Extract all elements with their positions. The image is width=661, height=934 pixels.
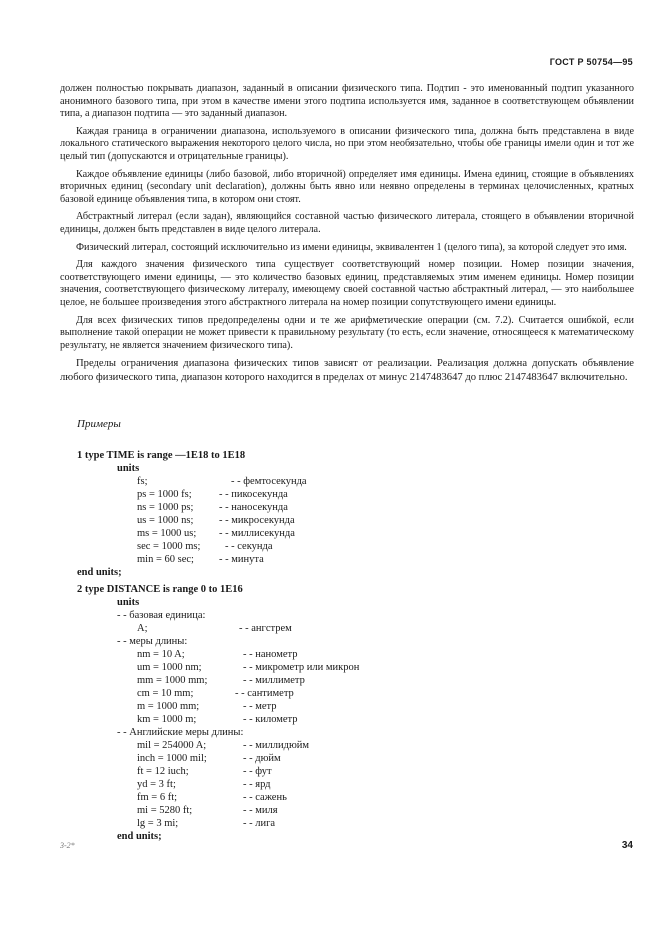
unit-declaration: yd = 3 ft; [137, 779, 176, 790]
examples-heading: Примеры [77, 418, 121, 430]
code-comment: - - миля [243, 805, 278, 816]
unit-declaration: inch = 1000 mil; [137, 753, 207, 764]
unit-declaration: min = 60 sec; [137, 554, 194, 565]
unit-declaration: nm = 10 A; [137, 649, 185, 660]
unit-declaration: mi = 5280 ft; [137, 805, 193, 816]
units-keyword: units [117, 597, 140, 608]
page-number: 34 [621, 840, 633, 851]
unit-declaration: fs; [137, 476, 148, 487]
code-comment: - - фемтосекунда [231, 476, 307, 487]
code-comment: - - ярд [243, 779, 271, 790]
unit-declaration: ps = 1000 fs; [137, 489, 192, 500]
document-header: ГОСТ Р 50754—95 [549, 57, 633, 67]
paragraph: Для каждого значения физического типа существует соответствующий номер позиции. Номер позиции значения, соответствующего имени единицы, — это количество базовых единиц, представляемых этим именем единицы. Номер позиции значения, соответствующего физическому литералу, имеющему своей составной частью абстрактный литерал, — это наибольшее целое, не большее произведения этого абстрактного литерала на номер позиции сопутствующего имени единицы. [60, 259, 634, 308]
code-comment: - - базовая единица: [117, 610, 206, 621]
code-comment: - - лига [243, 818, 276, 829]
unit-declaration: lg = 3 mi; [137, 818, 179, 829]
code-comment: - - нанометр [243, 649, 298, 660]
code-comment: - - меры длины: [117, 636, 188, 647]
unit-declaration: sec = 1000 ms; [137, 541, 201, 552]
code-comment: - - Английские меры длины: [117, 727, 244, 738]
code-comment: - - пикосекунда [219, 489, 288, 500]
unit-declaration: um = 1000 nm; [137, 662, 202, 673]
code-comment: - - наносекунда [219, 502, 288, 513]
paragraph: Физический литерал, состоящий исключительно из имени единицы, эквивалентен 1 (целого типа), за которой следует это имя. [76, 241, 627, 253]
code-comment: - - секунда [225, 541, 273, 552]
code-comment: - - миллисекунда [219, 528, 295, 539]
print-mark: 3-2* [60, 841, 75, 850]
unit-declaration: fm = 6 ft; [137, 792, 178, 803]
paragraph: Для всех физических типов предопределены одни и те же арифметические операции (см. 7.2). Считается ошибкой, если выполнение такой операции не может привести к правильному результату (то есть, если значение, относящееся к математическому результату, не является значением физического типа). [60, 314, 634, 351]
unit-declaration: mm = 1000 mm; [137, 675, 208, 686]
code-comment: - - миллидюйм [243, 740, 310, 751]
end-units: end units; [117, 831, 162, 842]
code-comment: - - сажень [243, 792, 287, 803]
code-comment: - - фут [243, 766, 272, 777]
unit-declaration: A; [137, 623, 148, 634]
code-comment: - - миллиметр [243, 675, 305, 686]
paragraph: Каждая граница в ограничении диапазона, используемого в описании физического типа, должна быть представлена в виде локального статического выражения некоторого целого числа, но при этом необязательно, чтобы обе границы имели один и тот же целый тип (допускаются и отрицательные границы). [60, 125, 634, 162]
code-comment: - - сантиметр [235, 688, 294, 699]
unit-declaration: us = 1000 ns; [137, 515, 194, 526]
units-keyword: units [117, 463, 140, 474]
code-comment: - - ангстрем [239, 623, 292, 634]
code-comment: - - минута [219, 554, 264, 565]
code-comment: - - метр [243, 701, 277, 712]
unit-declaration: mil = 254000 A; [137, 740, 207, 751]
unit-declaration: ns = 1000 ps; [137, 502, 194, 513]
body-text [60, 83, 634, 389]
unit-declaration: m = 1000 mm; [137, 701, 200, 712]
unit-declaration: cm = 10 mm; [137, 688, 194, 699]
unit-declaration: km = 1000 m; [137, 714, 197, 725]
unit-declaration: ms = 1000 us; [137, 528, 197, 539]
paragraph: должен полностью покрывать диапазон, заданный в описании физического типа. Подтип - это именованный подтип указанного анонимного базового типа, при этом в качестве имени этого подтипа используется имя, заданное в соответствующем объявлении типа, а диапазон подтипа — это заданный диапазон. [60, 83, 634, 120]
code-comment: - - микрометр или микрон [243, 662, 360, 673]
type-declaration: 2 type DISTANCE is range 0 to 1E16 [77, 584, 243, 595]
type-declaration: 1 type TIME is range —1E18 to 1E18 [77, 450, 246, 461]
unit-declaration: ft = 12 iuch; [137, 766, 189, 777]
code-comment: - - микросекунда [219, 515, 295, 526]
end-units: end units; [77, 567, 122, 578]
code-comment: - - дюйм [243, 753, 281, 764]
paragraph: Каждое объявление единицы (либо базовой, либо вторичной) определяет имя единицы. Имена единиц, стоящие в объявлениях вторичных единиц (secondary unit declaration), должны быть явно или неявно определены в терминах целочисленных, кратных базовой единице объявления типа, в котором они стоят. [60, 168, 634, 205]
paragraph: Пределы ограничения диапазона физических типов зависят от реализации. Реализация должна допускать объявление любого физического типа, диапазон которого находится в пределах от минус 2147483647 до плюс 2147483647 включительно. [60, 358, 634, 383]
code-comment: - - километр [243, 714, 298, 725]
paragraph: Абстрактный литерал (если задан), являющийся составной частью физического литерала, стоящего в объявлении вторичной единицы, должен быть представлен в виде целого литерала. [60, 211, 634, 235]
